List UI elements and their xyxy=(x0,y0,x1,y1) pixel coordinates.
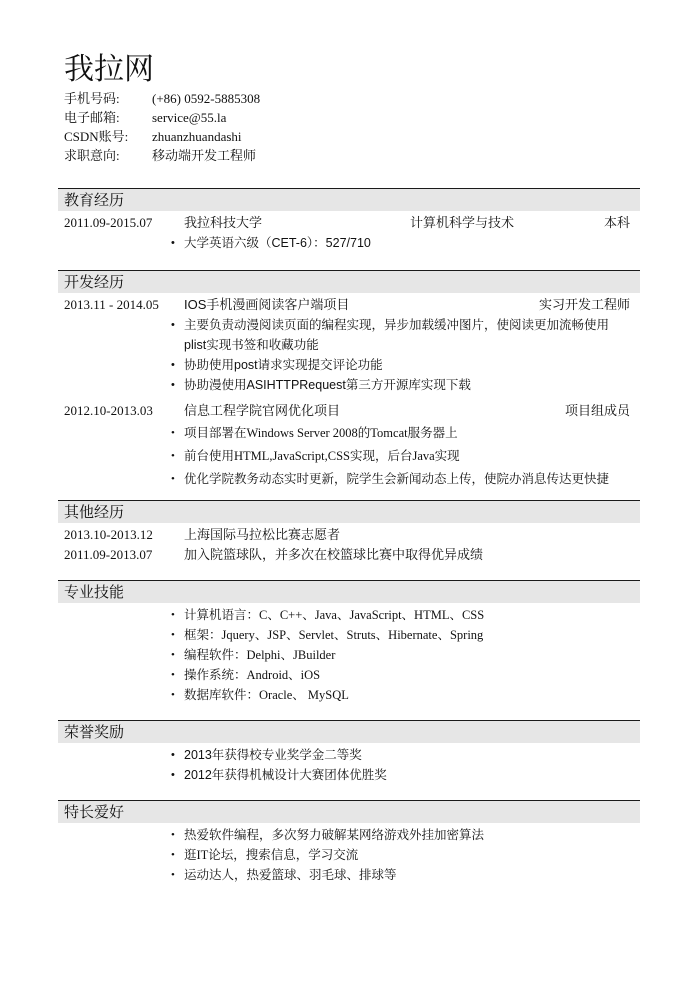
education-section xyxy=(58,188,640,253)
hobby-bullet: • 运动达人，热爱篮球、羽毛球、排球等 xyxy=(58,865,640,885)
contact-phone-label: 手机号码: xyxy=(64,91,120,106)
project-bullet: • 主要负责动漫阅读页面的编程实现，异步加载缓冲图片，使阅读更加流畅使用plist实现书签和收藏功能 xyxy=(58,315,640,355)
other-entry xyxy=(58,545,640,565)
hobbies-section xyxy=(58,800,640,885)
skills-section xyxy=(58,580,640,705)
education-degree: 本科 xyxy=(603,215,630,230)
contact-email-label: 电子邮箱: xyxy=(64,110,120,125)
project-bullet: • 协助漫使用ASIHTTPRequest第三方开源库实现下载 xyxy=(58,375,640,395)
other-section xyxy=(58,500,640,565)
development-section xyxy=(58,270,640,489)
honor-bullet: • 2013年获得校专业奖学金二等奖 xyxy=(58,745,640,765)
hobby-bullet: • 热爱软件编程，多次努力破解某网络游戏外挂加密算法 xyxy=(58,825,640,845)
honor-bullet: • 2012年获得机械设计大赛团体优胜奖 xyxy=(58,765,640,785)
education-major: 计算机科学与技术 xyxy=(410,215,515,230)
other-text: 上海国际马拉松比赛志愿者 xyxy=(184,527,341,542)
resume-name: 我拉网 xyxy=(64,52,154,87)
contact-csdn-value: zhuanzhuandashi xyxy=(152,129,242,144)
education-date: 2011.09-2015.07 xyxy=(64,215,153,230)
development-header xyxy=(58,270,640,293)
education-bullet: • 大学英语六级（CET-6）：527/710 xyxy=(58,233,640,253)
project-bullet: • 前台使用HTML,JavaScript,CSS实现，后台Java实现 xyxy=(58,446,640,466)
skill-bullet: • 计算机语言：C、C++、Java、JavaScript、HTML、CSS xyxy=(58,605,640,625)
education-header xyxy=(58,188,640,211)
other-text: 加入院篮球队，并多次在校篮球比赛中取得优异成绩 xyxy=(184,547,484,562)
other-date: 2011.09-2013.07 xyxy=(64,547,153,562)
honors-header xyxy=(58,720,640,743)
honors-title: 荣誉奖励 xyxy=(64,723,125,741)
other-title: 其他经历 xyxy=(64,503,125,521)
contact-csdn xyxy=(64,127,464,146)
project-date: 2013.11 - 2014.05 xyxy=(64,297,159,312)
project-role: 实习开发工程师 xyxy=(538,297,630,312)
education-school: 我拉科技大学 xyxy=(184,215,263,230)
project-name: IOS手机漫画阅读客户端项目 xyxy=(184,297,350,312)
education-title: 教育经历 xyxy=(64,191,125,209)
other-date: 2013.10-2013.12 xyxy=(64,527,153,542)
project-bullet: • 项目部署在Windows Server 2008的Tomcat服务器上 xyxy=(58,423,640,443)
project-bullet: • 协助使用post请求实现提交评论功能 xyxy=(58,355,640,375)
hobbies-title: 特长爱好 xyxy=(64,803,125,821)
project-role: 项目组成员 xyxy=(564,403,630,418)
project-date: 2012.10-2013.03 xyxy=(64,403,153,418)
skill-bullet: • 编程软件：Delphi、JBuilder xyxy=(58,645,640,665)
contact-info xyxy=(64,89,464,165)
honors-section xyxy=(58,720,640,785)
skills-title: 专业技能 xyxy=(64,583,125,601)
contact-email-value: service@55.la xyxy=(152,110,227,125)
contact-objective-value: 移动端开发工程师 xyxy=(152,148,257,163)
project-name: 信息工程学院官网优化项目 xyxy=(184,403,341,418)
skill-bullet: • 操作系统：Android、iOS xyxy=(58,665,640,685)
project-entry xyxy=(58,401,640,421)
other-entry xyxy=(58,525,640,545)
project-entry xyxy=(58,295,640,315)
contact-phone xyxy=(64,89,464,108)
other-header xyxy=(58,500,640,523)
project-bullet: • 优化学院教务动态实时更新，院学生会新闻动态上传，使院办消息传达更快捷 xyxy=(58,469,640,489)
skill-bullet: • 数据库软件：Oracle、 MySQL xyxy=(58,685,640,705)
development-title: 开发经历 xyxy=(64,273,125,291)
contact-phone-value: (+86) 0592-5885308 xyxy=(152,91,261,106)
hobbies-header xyxy=(58,800,640,823)
education-entry xyxy=(58,213,640,233)
contact-csdn-label: CSDN账号: xyxy=(64,129,129,144)
skill-bullet: • 框架：Jquery、JSP、Servlet、Struts、Hibernate、Spring xyxy=(58,625,640,645)
contact-objective-label: 求职意向: xyxy=(64,148,120,163)
skills-header xyxy=(58,580,640,603)
contact-email xyxy=(64,108,464,127)
contact-objective xyxy=(64,146,464,165)
hobby-bullet: • 逛IT论坛，搜索信息，学习交流 xyxy=(58,845,640,865)
